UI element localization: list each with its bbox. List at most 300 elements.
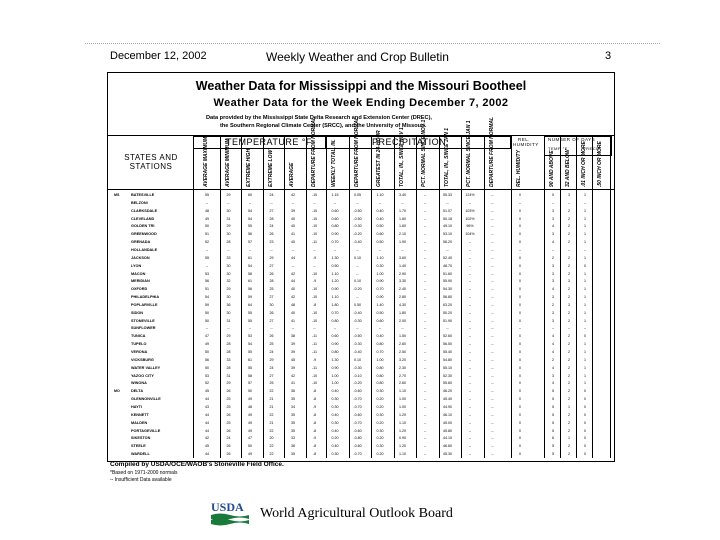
row-cell: 36 xyxy=(291,444,295,449)
row-cell: 38 xyxy=(291,334,295,339)
row-cell: 24 xyxy=(269,224,274,229)
row-cell: 0.70 xyxy=(376,350,384,354)
row-cell: 47 xyxy=(205,334,209,339)
row-cell: 0 xyxy=(584,334,586,339)
row-cell: 2.60 xyxy=(399,342,406,347)
row-cell: -- xyxy=(491,216,494,221)
row-cell: 52 xyxy=(205,240,209,245)
row-cell: 27 xyxy=(269,318,274,323)
footer-insufficient: -- Insufficient Data available xyxy=(110,477,172,483)
row-cell: -8 xyxy=(312,452,317,457)
row-cell: 0.90 xyxy=(331,232,339,237)
row-cell: 49 xyxy=(248,452,252,457)
row-cell: -- xyxy=(491,318,494,323)
row-cell: 44 xyxy=(291,279,295,284)
column-header: TOTAL, IN., SINCE JAN 1 xyxy=(443,128,450,187)
row-cell: 21 xyxy=(269,397,274,402)
column-divider xyxy=(263,136,264,458)
row-cell: 0 xyxy=(519,334,521,339)
row-cell: 1 xyxy=(584,255,586,260)
row-cell: 50 xyxy=(248,389,252,394)
row-cell: 28 xyxy=(269,216,274,221)
row-cell: 54 xyxy=(205,295,209,300)
row-cell: 0.60 xyxy=(331,334,339,339)
row-cell: 0 xyxy=(519,420,521,425)
row-cell: 4 xyxy=(552,334,554,339)
column-header: DEPARTURE FROM NORMAL xyxy=(310,116,317,187)
row-cell: 2 xyxy=(568,318,570,323)
row-cell: -8 xyxy=(312,397,317,402)
row-cell: 0.80 xyxy=(376,365,384,370)
row-cell: 0.80 xyxy=(376,373,384,378)
row-cell: 0 xyxy=(519,428,521,433)
row-cell: 102% xyxy=(465,216,475,221)
column-header: PCT. NORMAL SINCE JAN 1 xyxy=(466,120,472,187)
row-cell: 0 xyxy=(519,357,521,362)
row-cell: -- xyxy=(356,247,359,252)
row-cell: 0 xyxy=(519,452,521,457)
row-cell: 22 xyxy=(269,452,274,457)
row-cell: 54 xyxy=(248,208,252,213)
row-cell: -- xyxy=(423,326,427,331)
days-temp-subheader: TEMP °F xyxy=(548,146,568,151)
row-cell: 34 xyxy=(291,404,295,409)
row-cell: 40 xyxy=(291,240,295,245)
row-cell: -- xyxy=(491,444,494,449)
row-cell: 3 xyxy=(552,318,554,323)
row-cell: -- xyxy=(491,263,494,268)
row-cell: 57 xyxy=(248,240,252,245)
row-cell: -- xyxy=(468,295,472,300)
row-cell: 1.20 xyxy=(399,428,406,433)
row-cell: -- xyxy=(567,326,571,331)
top-rule xyxy=(85,43,660,44)
row-cell: -- xyxy=(567,200,571,205)
row-cell: 30 xyxy=(226,263,231,268)
row-cell: 55.40 xyxy=(443,350,452,354)
row-cell: 0.10 xyxy=(354,255,361,260)
row-cell: 0 xyxy=(519,310,521,315)
row-cell: -- xyxy=(567,247,571,252)
row-cell: 26 xyxy=(226,452,231,457)
row-cell: -- xyxy=(423,342,427,347)
usda-logo-icon xyxy=(210,500,250,526)
column-divider xyxy=(592,136,593,458)
row-cell: -- xyxy=(468,310,472,315)
row-cell: 50 xyxy=(205,224,209,229)
row-cell: -- xyxy=(356,295,359,300)
row-cell: -10 xyxy=(311,193,318,197)
row-cell: 31 xyxy=(226,318,231,323)
row-cell: 48.70 xyxy=(443,263,452,268)
row-cell: 1.30 xyxy=(331,357,339,362)
row-cell: 2 xyxy=(568,373,570,378)
row-cell: -0.40 xyxy=(353,310,362,315)
row-cell: -0.30 xyxy=(353,365,362,370)
row-cell: -- xyxy=(468,326,472,331)
row-cell: 45 xyxy=(205,389,209,394)
row-cell: -- xyxy=(378,247,382,252)
row-cell: 0 xyxy=(519,255,521,260)
row-cell: 0 xyxy=(519,389,521,394)
row-cell: -- xyxy=(333,326,337,331)
row-cell: 27 xyxy=(269,373,274,378)
row-cell: 25 xyxy=(226,404,231,409)
row-cell: -- xyxy=(468,255,472,260)
row-cell: 22 xyxy=(269,389,274,394)
row-cell: -8 xyxy=(312,428,317,433)
column-divider xyxy=(439,136,440,458)
row-cell: -- xyxy=(468,397,472,402)
row-cell: 0.50 xyxy=(376,224,384,229)
row-cell: -- xyxy=(378,326,382,331)
row-cell: -- xyxy=(468,200,472,205)
row-cell: 57 xyxy=(248,381,252,386)
row-cell: 2 xyxy=(568,357,570,362)
row-cell: -- xyxy=(356,326,359,331)
row-cell: -- xyxy=(491,310,494,315)
row-cell: -- xyxy=(491,334,494,339)
row-cell: -- xyxy=(423,287,427,292)
row-station-name: PORTAGEVILLE xyxy=(131,428,161,433)
row-cell: -- xyxy=(551,200,555,205)
row-cell: -- xyxy=(291,200,295,205)
row-cell: 2.70 xyxy=(399,373,406,378)
column-divider xyxy=(610,136,611,458)
usda-logo-text: USDA xyxy=(211,500,244,514)
row-cell: 55 xyxy=(248,365,252,370)
row-cell: -- xyxy=(446,326,449,331)
row-station-name: VERONA xyxy=(131,350,148,354)
row-cell: 51.90 xyxy=(443,318,452,323)
row-cell: 1.80 xyxy=(399,310,406,315)
row-cell: 0 xyxy=(584,412,586,417)
row-cell: 51 xyxy=(205,232,209,237)
row-cell: 0 xyxy=(519,302,521,307)
row-cell: -- xyxy=(518,247,522,252)
row-cell: 27 xyxy=(269,295,274,300)
provider-line-1: Data provided by the Mississippi State Delta Research and Extension Center (DREC), xyxy=(206,115,432,121)
row-cell: 27 xyxy=(269,263,274,268)
row-cell: 5 xyxy=(552,397,554,402)
row-cell: 2 xyxy=(568,444,570,449)
row-cell: 5 xyxy=(552,404,554,409)
row-cell: 0.50 xyxy=(376,240,384,245)
row-cell: -- xyxy=(423,232,427,237)
row-cell: 104% xyxy=(465,232,475,237)
row-cell: 45.80 xyxy=(443,428,452,433)
row-cell: -10 xyxy=(311,310,318,315)
row-cell: -0.70 xyxy=(353,420,362,425)
row-cell: 54 xyxy=(248,216,252,221)
row-cell: 5 xyxy=(552,389,554,394)
row-cell: 46.60 xyxy=(443,444,452,449)
row-cell: 1.00 xyxy=(331,381,339,386)
row-cell: 0.60 xyxy=(331,208,339,213)
row-cell: 0.30 xyxy=(376,412,384,417)
row-cell: -- xyxy=(518,200,522,205)
column-header: EXTREME HIGH xyxy=(246,148,252,187)
row-cell: 45 xyxy=(205,444,209,449)
column-divider xyxy=(461,136,462,458)
row-station-name: MERIDIAN xyxy=(131,279,150,284)
stations-heading: STATES AND STATIONS xyxy=(124,153,178,171)
row-cell: 0.30 xyxy=(376,389,384,394)
column-header: .50 INCH OR MORE xyxy=(597,141,603,187)
column-header: GREATEST IN 24-HOUR xyxy=(376,130,382,187)
row-cell: -- xyxy=(423,208,427,213)
row-cell: 1 xyxy=(568,404,570,409)
row-cell: -9 xyxy=(312,404,317,409)
row-cell: 0.10 xyxy=(354,357,361,362)
row-cell: 61 xyxy=(248,279,252,284)
row-station-name: BATESVILLE xyxy=(131,193,155,197)
row-cell: -0.60 xyxy=(353,428,362,433)
row-cell: 0.40 xyxy=(331,428,339,433)
row-cell: -- xyxy=(468,342,472,347)
row-cell: 0 xyxy=(519,373,521,378)
row-cell: 1 xyxy=(584,208,586,213)
row-cell: 0.50 xyxy=(376,310,384,315)
row-cell: 0 xyxy=(519,193,521,197)
row-cell: -- xyxy=(227,200,230,205)
row-cell: 42 xyxy=(291,193,295,197)
row-cell: 55 xyxy=(248,318,252,323)
row-cell: -- xyxy=(423,216,427,221)
row-cell: 0.90 xyxy=(399,436,406,441)
row-cell: 56 xyxy=(205,357,209,362)
row-cell: 0.30 xyxy=(376,263,384,268)
provider-line-2: the Southern Regional Climate Center (SRCC), and the University of Missouri. xyxy=(220,123,427,129)
column-header: DEPARTURE FROM NORMAL xyxy=(488,116,495,187)
row-cell: 3.20 xyxy=(399,357,406,362)
row-cell: 0.20 xyxy=(376,436,384,441)
row-cell: 49 xyxy=(205,342,209,347)
row-cell: -- xyxy=(491,193,494,197)
row-cell: 2 xyxy=(568,216,570,221)
row-cell: 22 xyxy=(269,444,274,449)
row-cell: 41 xyxy=(291,381,295,386)
column-divider xyxy=(371,136,372,458)
row-cell: 0.05 xyxy=(354,193,361,197)
row-station-name: HOLLANDALE xyxy=(131,247,158,252)
row-cell: 0.30 xyxy=(376,428,384,433)
row-cell: -- xyxy=(291,247,295,252)
row-cell: 28 xyxy=(226,365,231,370)
row-cell: -0.20 xyxy=(353,381,362,386)
row-cell: 56 xyxy=(248,232,252,237)
row-cell: -- xyxy=(205,326,209,331)
column-header: PCT. NORMAL SINCE NOV 1 xyxy=(421,119,427,187)
row-cell: 28 xyxy=(226,350,231,354)
row-cell: 28 xyxy=(226,342,231,347)
row-cell: 49 xyxy=(248,412,252,417)
row-station-name: CLEVELAND xyxy=(131,216,155,221)
row-cell: -- xyxy=(423,389,427,394)
row-cell: 39 xyxy=(291,365,295,370)
row-cell: 4 xyxy=(552,224,554,229)
row-cell: 29 xyxy=(226,224,231,229)
row-cell: 36 xyxy=(291,389,295,394)
row-cell: 58 xyxy=(248,373,252,378)
row-cell: -- xyxy=(491,295,494,300)
row-cell: 41 xyxy=(291,318,295,323)
row-cell: 3 xyxy=(552,271,554,276)
row-cell: -- xyxy=(491,428,494,433)
row-cell: 30 xyxy=(226,208,231,213)
row-cell: 35 xyxy=(291,452,295,457)
row-station-name: HAYTI xyxy=(131,404,143,409)
row-cell: -- xyxy=(468,436,472,441)
column-divider xyxy=(394,136,395,458)
row-cell: -0.70 xyxy=(353,397,362,402)
row-cell: -- xyxy=(313,247,316,252)
row-cell: 0.50 xyxy=(354,302,361,307)
row-cell: -- xyxy=(423,318,427,323)
row-cell: 3 xyxy=(552,263,554,268)
column-divider xyxy=(349,136,350,458)
row-cell: -- xyxy=(333,247,337,252)
row-cell: 2.80 xyxy=(399,295,406,300)
row-cell: 1.00 xyxy=(376,271,384,276)
row-cell: -- xyxy=(491,350,494,354)
row-cell: -- xyxy=(468,279,472,284)
row-region: MS xyxy=(114,193,120,197)
row-cell: 24 xyxy=(226,436,231,441)
row-cell: 42 xyxy=(291,295,295,300)
row-cell: -- xyxy=(423,436,427,441)
row-cell: -- xyxy=(468,247,472,252)
row-cell: -0.80 xyxy=(353,436,362,441)
row-cell: 0.60 xyxy=(331,216,339,221)
row-cell: 61 xyxy=(248,357,252,362)
row-cell: 1 xyxy=(584,193,586,197)
row-cell: -- xyxy=(423,295,427,300)
row-cell: -- xyxy=(491,412,494,417)
row-station-name: POPLARVILLE xyxy=(131,302,158,307)
row-cell: 3.60 xyxy=(399,255,406,260)
row-cell: 44 xyxy=(205,420,209,425)
row-cell: 26 xyxy=(269,271,274,276)
row-cell: 55.90 xyxy=(443,279,452,284)
row-station-name: SIDON xyxy=(131,310,144,315)
row-cell: 96% xyxy=(466,224,474,229)
row-cell: 50 xyxy=(205,310,209,315)
row-cell: -- xyxy=(291,263,295,268)
column-header: WEEKLY TOTAL, IN. xyxy=(331,139,337,187)
row-cell: 2.90 xyxy=(399,271,406,276)
row-cell: -8 xyxy=(312,420,317,425)
row-cell: 1.10 xyxy=(399,389,406,394)
row-station-name: TUPELO xyxy=(131,342,147,347)
row-cell: -10 xyxy=(311,373,318,378)
row-cell: 52.60 xyxy=(443,334,452,339)
row-cell: -- xyxy=(491,279,494,284)
row-cell: 4 xyxy=(552,350,554,354)
row-cell: 46.10 xyxy=(443,412,452,417)
column-divider xyxy=(193,136,194,458)
row-cell: 3 xyxy=(568,279,570,284)
row-cell: 0.90 xyxy=(331,287,339,292)
column-header-rule xyxy=(108,189,614,190)
row-cell: -- xyxy=(491,404,494,409)
row-cell: 5 xyxy=(552,412,554,417)
row-cell: 0 xyxy=(519,287,521,292)
row-cell: 0.40 xyxy=(331,389,339,394)
row-cell: 0 xyxy=(519,412,521,417)
column-divider xyxy=(326,136,327,458)
row-cell: -- xyxy=(423,263,427,268)
row-cell: -- xyxy=(491,373,494,378)
row-cell: -- xyxy=(423,357,427,362)
row-cell: 44 xyxy=(291,255,295,260)
row-cell: -0.40 xyxy=(353,240,362,245)
row-cell: -- xyxy=(491,342,494,347)
row-cell: 1 xyxy=(584,365,586,370)
row-cell: 1.80 xyxy=(331,302,339,307)
humidity-group-header: REL. HUMIDITY xyxy=(513,137,539,147)
row-cell: 44 xyxy=(205,412,209,417)
row-cell: -- xyxy=(423,381,427,386)
column-divider xyxy=(416,136,417,458)
column-divider xyxy=(220,136,221,458)
row-cell: -- xyxy=(468,412,472,417)
row-cell: 0 xyxy=(519,216,521,221)
row-cell: 21 xyxy=(269,420,274,425)
row-cell: 1 xyxy=(584,295,586,300)
row-cell: 1.10 xyxy=(376,193,384,197)
column-header: AVERAGE MAXIMUM xyxy=(203,136,209,187)
row-cell: 0 xyxy=(584,404,586,409)
row-cell: 0.40 xyxy=(376,334,384,339)
row-cell: 0 xyxy=(519,232,521,237)
row-cell: 44.10 xyxy=(443,436,452,441)
row-cell: -0.20 xyxy=(353,232,362,237)
row-cell: 31 xyxy=(226,373,231,378)
row-cell: 2 xyxy=(568,365,570,370)
row-cell: 2 xyxy=(568,397,570,402)
row-cell: 48 xyxy=(291,302,295,307)
row-cell: 2 xyxy=(568,412,570,417)
row-cell: 4 xyxy=(552,381,554,386)
row-cell: 59 xyxy=(248,295,252,300)
row-cell: -8 xyxy=(312,444,317,449)
row-cell: -9 xyxy=(312,279,317,284)
row-cell: 4 xyxy=(552,240,554,245)
row-cell: -- xyxy=(401,247,404,252)
row-cell: 0 xyxy=(519,381,521,386)
row-cell: 45 xyxy=(291,357,295,362)
row-cell: 2.30 xyxy=(399,365,406,370)
row-cell: -- xyxy=(583,247,587,252)
row-station-name: GLENNONVILLE xyxy=(131,397,161,402)
temperature-group-header: TEMPERATURE °F xyxy=(226,137,312,147)
row-cell: 1.10 xyxy=(399,420,406,425)
row-cell: 0 xyxy=(519,397,521,402)
row-cell: 2 xyxy=(568,342,570,347)
row-cell: 50 xyxy=(248,444,252,449)
row-cell: 50 xyxy=(205,365,209,370)
row-station-name: GREENWOOD xyxy=(131,232,157,237)
row-cell: -- xyxy=(423,247,427,252)
row-cell: 25 xyxy=(269,287,274,292)
row-cell: -0.20 xyxy=(353,287,362,292)
row-cell: 4.30 xyxy=(399,302,406,307)
row-cell: 28 xyxy=(226,240,231,245)
column-divider xyxy=(306,136,307,458)
row-cell: 4 xyxy=(552,287,554,292)
row-cell: 2 xyxy=(568,334,570,339)
